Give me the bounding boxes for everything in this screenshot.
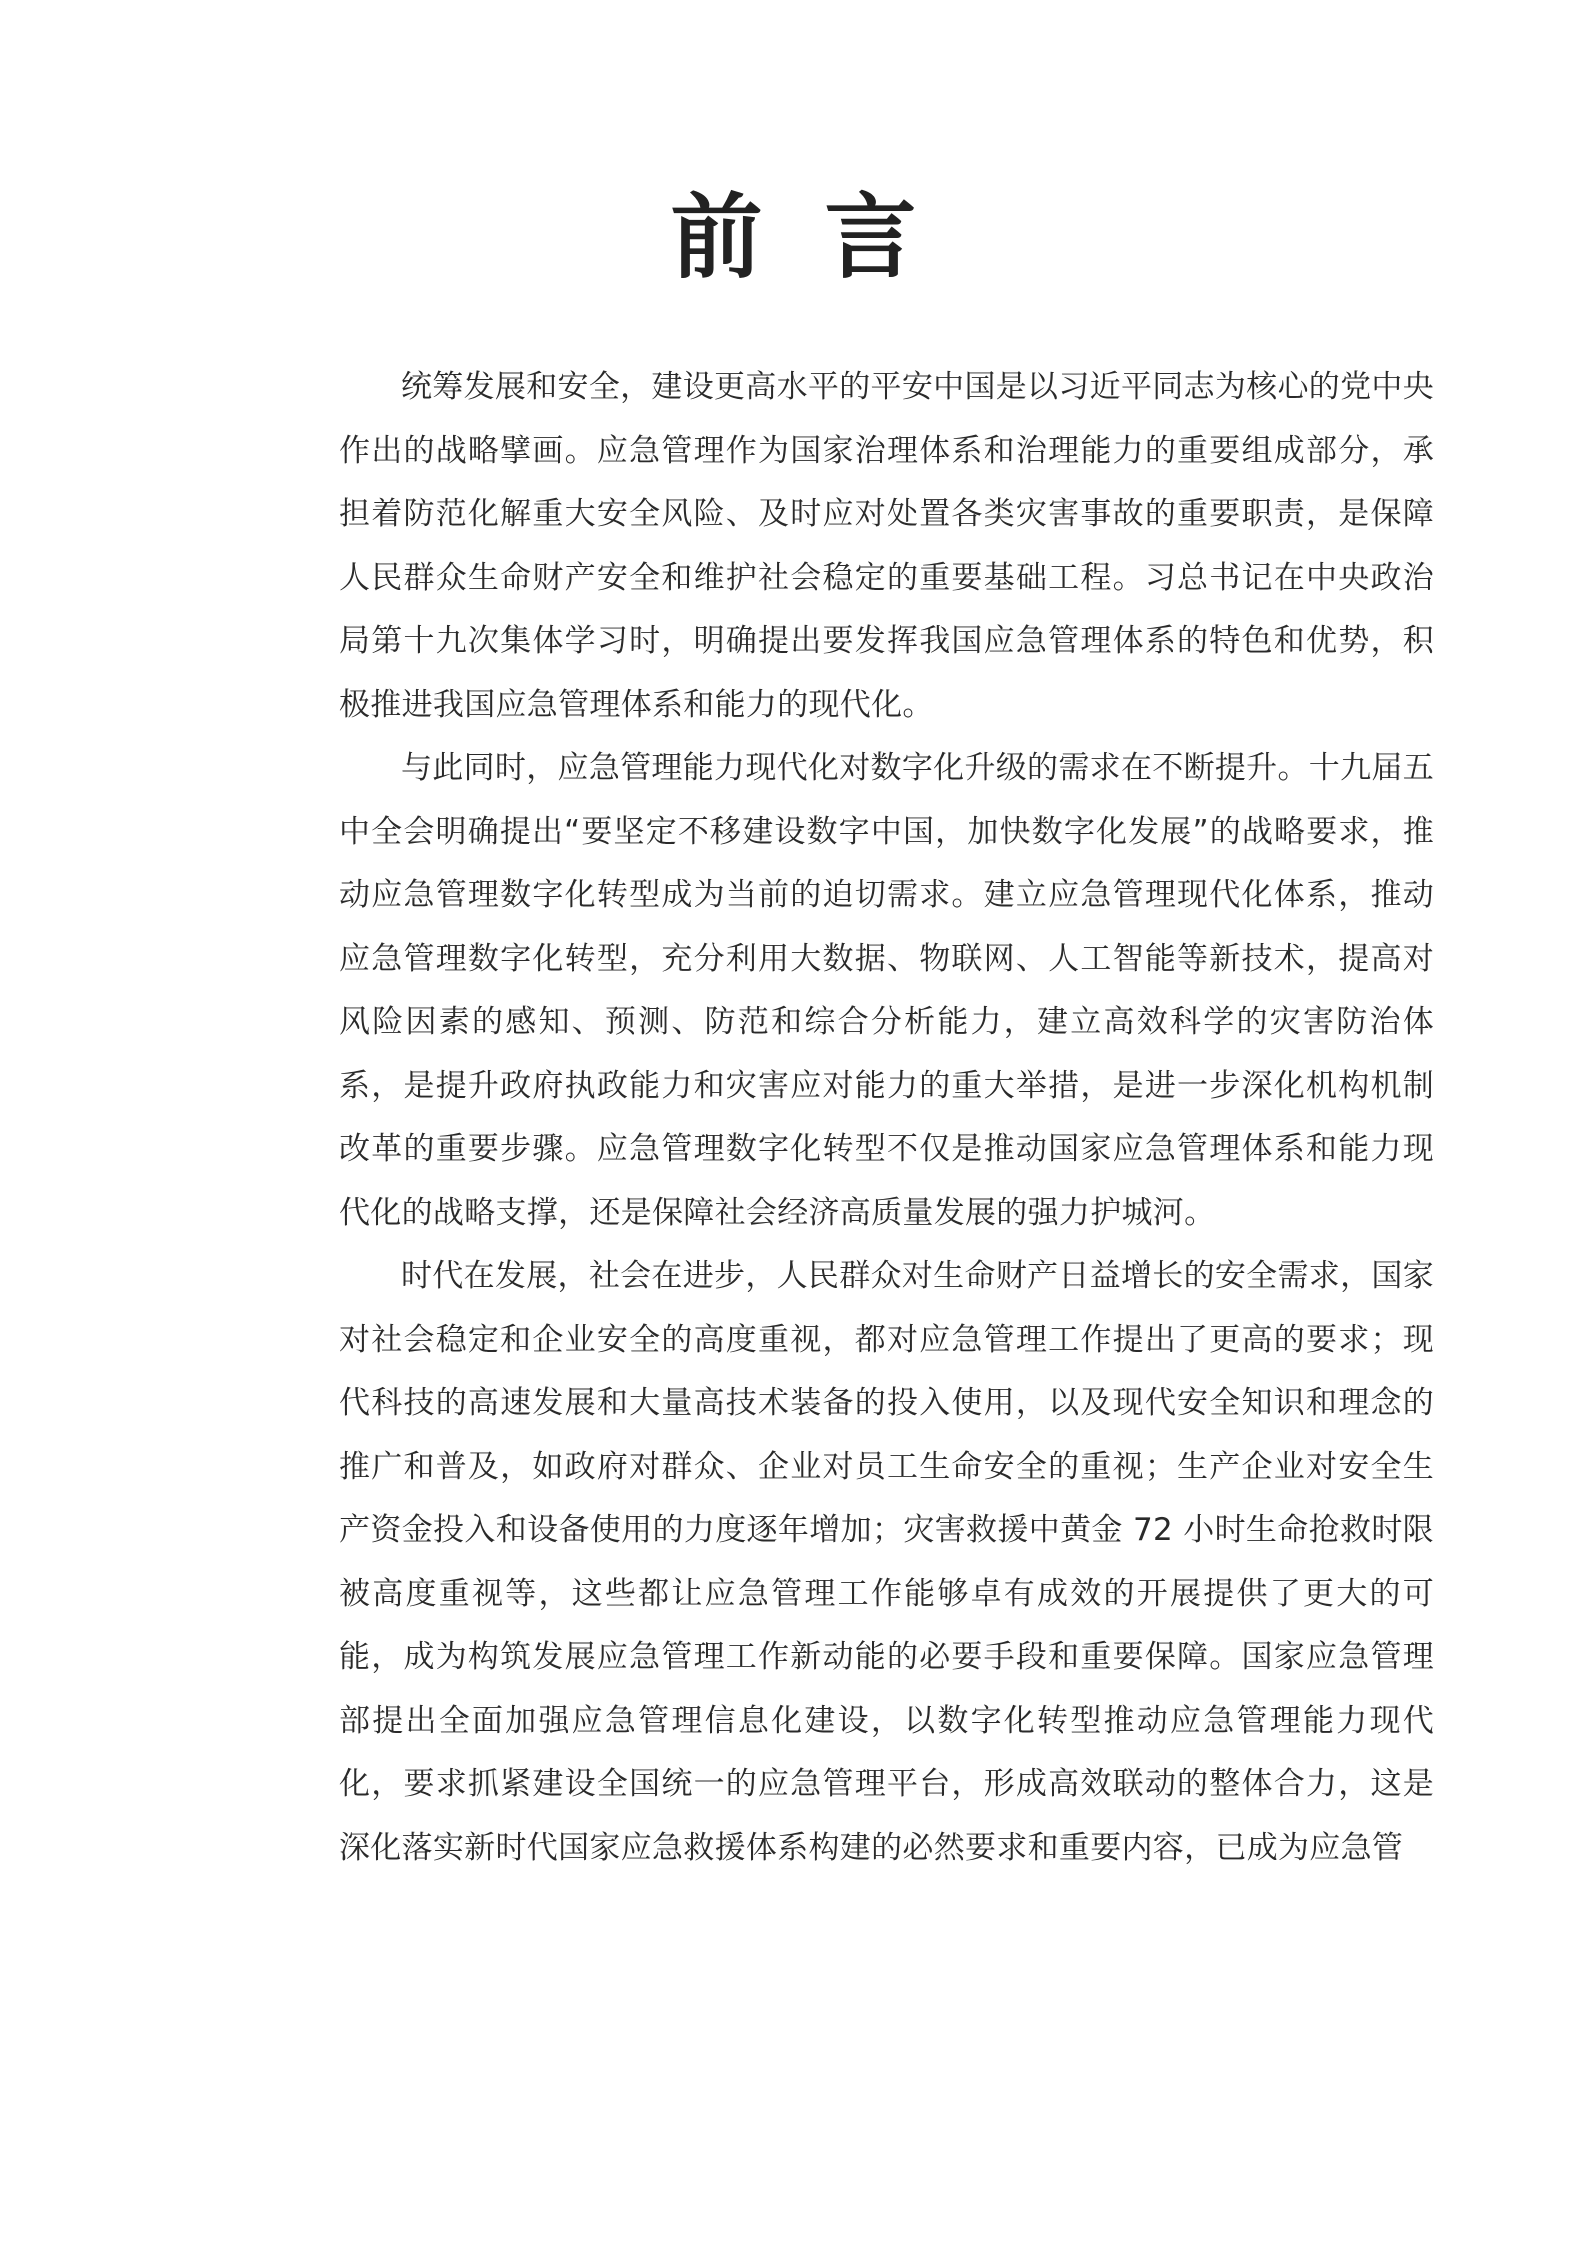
- paragraph-1: 统筹发展和安全，建设更高水平的平安中国是以习近平同志为核心的党中央作出的战略擘画。应急管理作为国家治理体系和治理能力的重要组成部分，承担着防范化解重大安全风险、及时应对处置各类灾害事故的重要职责，是保障人民群众生命财产安全和维护社会稳定的重要基础工程。习总书记在中央政治局第十九次集体学习时，明确提出要发挥我国应急管理体系的特色和优势，积极推进我国应急管理体系和能力的现代化。: [339, 369, 1434, 723]
- paragraph-3: 时代在发展，社会在进步，人民群众对生命财产日益增长的安全需求，国家对社会稳定和企业安全的高度重视，都对应急管理工作提出了更高的要求；现代科技的高速发展和大量高技术装备的投入使用，以及现代安全知识和理念的推广和普及，如政府对群众、企业对员工生命安全的重视；生产企业对安全生产资金投入和设备使用的力度逐年增加；灾害救援中黄金 72 小时生命抢救时限被高度重视等，这些都让应急管理工作能够卓有成效的开展提供了更大的可能，成为构筑发展应急管理工作新动能的必要手段和重要保障。国家应急管理部提出全面加强应急管理信息化建设，以数字化转型推动应急管理能力现代化，要求抓紧建设全国统一的应急管理平台，形成高效联动的整体合力，这是深化落实新时代国家应急救援体系构建的必然要求和重要内容，已成为应急管: [339, 1258, 1434, 1866]
- preface-body: [339, 356, 1434, 1880]
- page-title: 前言: [670, 184, 979, 291]
- paragraph-2: 与此同时，应急管理能力现代化对数字化升级的需求在不断提升。十九届五中全会明确提出“要坚定不移建设数字中国，加快数字化发展”的战略要求，推动应急管理数字化转型成为当前的迫切需求。建立应急管理现代化体系，推动应急管理数字化转型，充分利用大数据、物联网、人工智能等新技术，提高对风险因素的感知、预测、防范和综合分析能力，建立高效科学的灾害防治体系，是提升政府执政能力和灾害应对能力的重大举措，是进一步深化机构机制改革的重要步骤。应急管理数字化转型不仅是推动国家应急管理体系和能力现代化的战略支撑，还是保障社会经济高质量发展的强力护城河。: [339, 750, 1434, 1231]
